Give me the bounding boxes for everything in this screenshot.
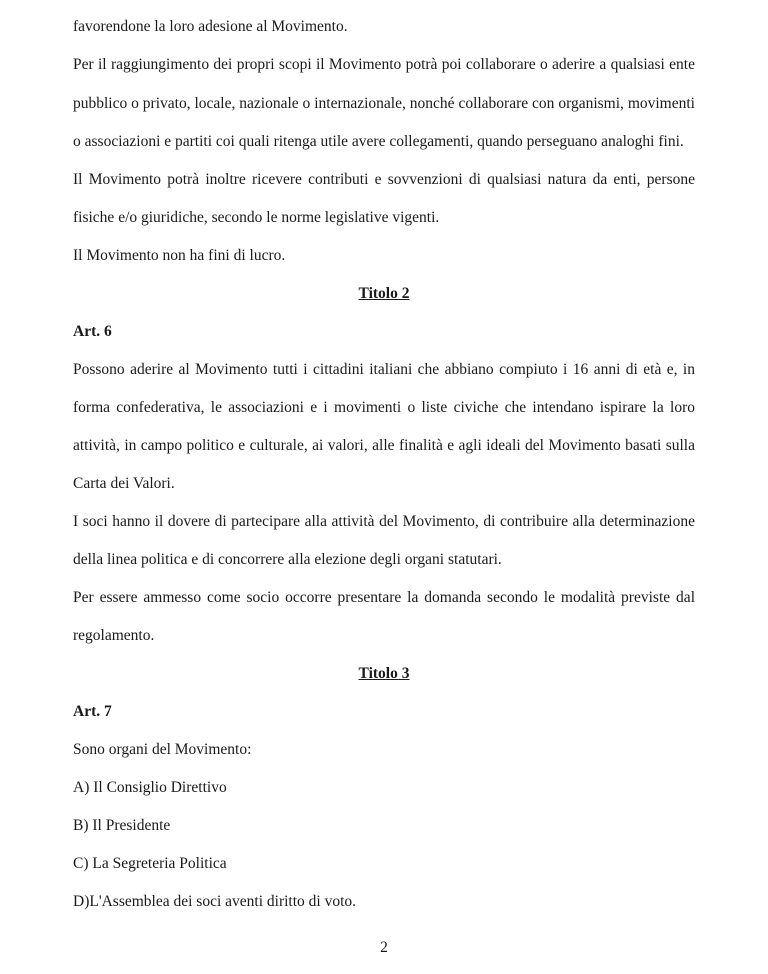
text-line: favorendone la loro adesione al Movimento. — [73, 18, 348, 35]
text-line: fisiche e/o giuridiche, secondo le norme legislative vigenti. — [73, 209, 440, 226]
text-line: Il Movimento non ha fini di lucro. — [73, 247, 286, 264]
section-title: Titolo 3 — [358, 665, 410, 682]
text-line: Il Movimento potrà inoltre ricevere contributi e sovvenzioni di qualsiasi natura da enti, persone — [73, 171, 695, 188]
text-line: Possono aderire al Movimento tutti i cittadini italiani che abbiano compiuto i 16 anni di età e, in — [73, 361, 695, 378]
text-line: Sono organi del Movimento: — [73, 741, 252, 758]
text-line: I soci hanno il dovere di partecipare alla attività del Movimento, di contribuire alla determinazione — [73, 513, 695, 530]
text-line: attività, in campo politico e culturale, ai valori, alle finalità e agli ideali del Movimento basati sulla — [73, 437, 695, 454]
article-heading: Art. 7 — [73, 703, 112, 720]
text-line: della linea politica e di concorrere alla elezione degli organi statutari. — [73, 551, 502, 568]
page-number: 2 — [380, 939, 388, 956]
text-line: pubblico o privato, locale, nazionale o internazionale, nonché collaborare con organismi, movimenti — [73, 95, 695, 112]
text-line: Per il raggiungimento dei propri scopi il Movimento potrà poi collaborare o aderire a qualsiasi ente — [73, 56, 695, 73]
text-line: Carta dei Valori. — [73, 475, 175, 492]
list-item: A) Il Consiglio Direttivo — [73, 779, 227, 796]
section-title: Titolo 2 — [358, 285, 410, 302]
list-item: B) Il Presidente — [73, 817, 171, 834]
article-heading: Art. 6 — [73, 323, 112, 340]
list-item: C) La Segreteria Politica — [73, 855, 227, 872]
text-line: regolamento. — [73, 627, 155, 644]
list-item: D)L'Assemblea dei soci aventi diritto di voto. — [73, 893, 357, 910]
text-line: forma confederativa, le associazioni e i movimenti o liste civiche che intendano ispirare la loro — [73, 399, 695, 416]
text-line: Per essere ammesso come socio occorre presentare la domanda secondo le modalità previste dal — [73, 589, 695, 606]
text-line: o associazioni e partiti coi quali ritenga utile avere collegamenti, quando perseguano analoghi fini. — [73, 133, 684, 150]
